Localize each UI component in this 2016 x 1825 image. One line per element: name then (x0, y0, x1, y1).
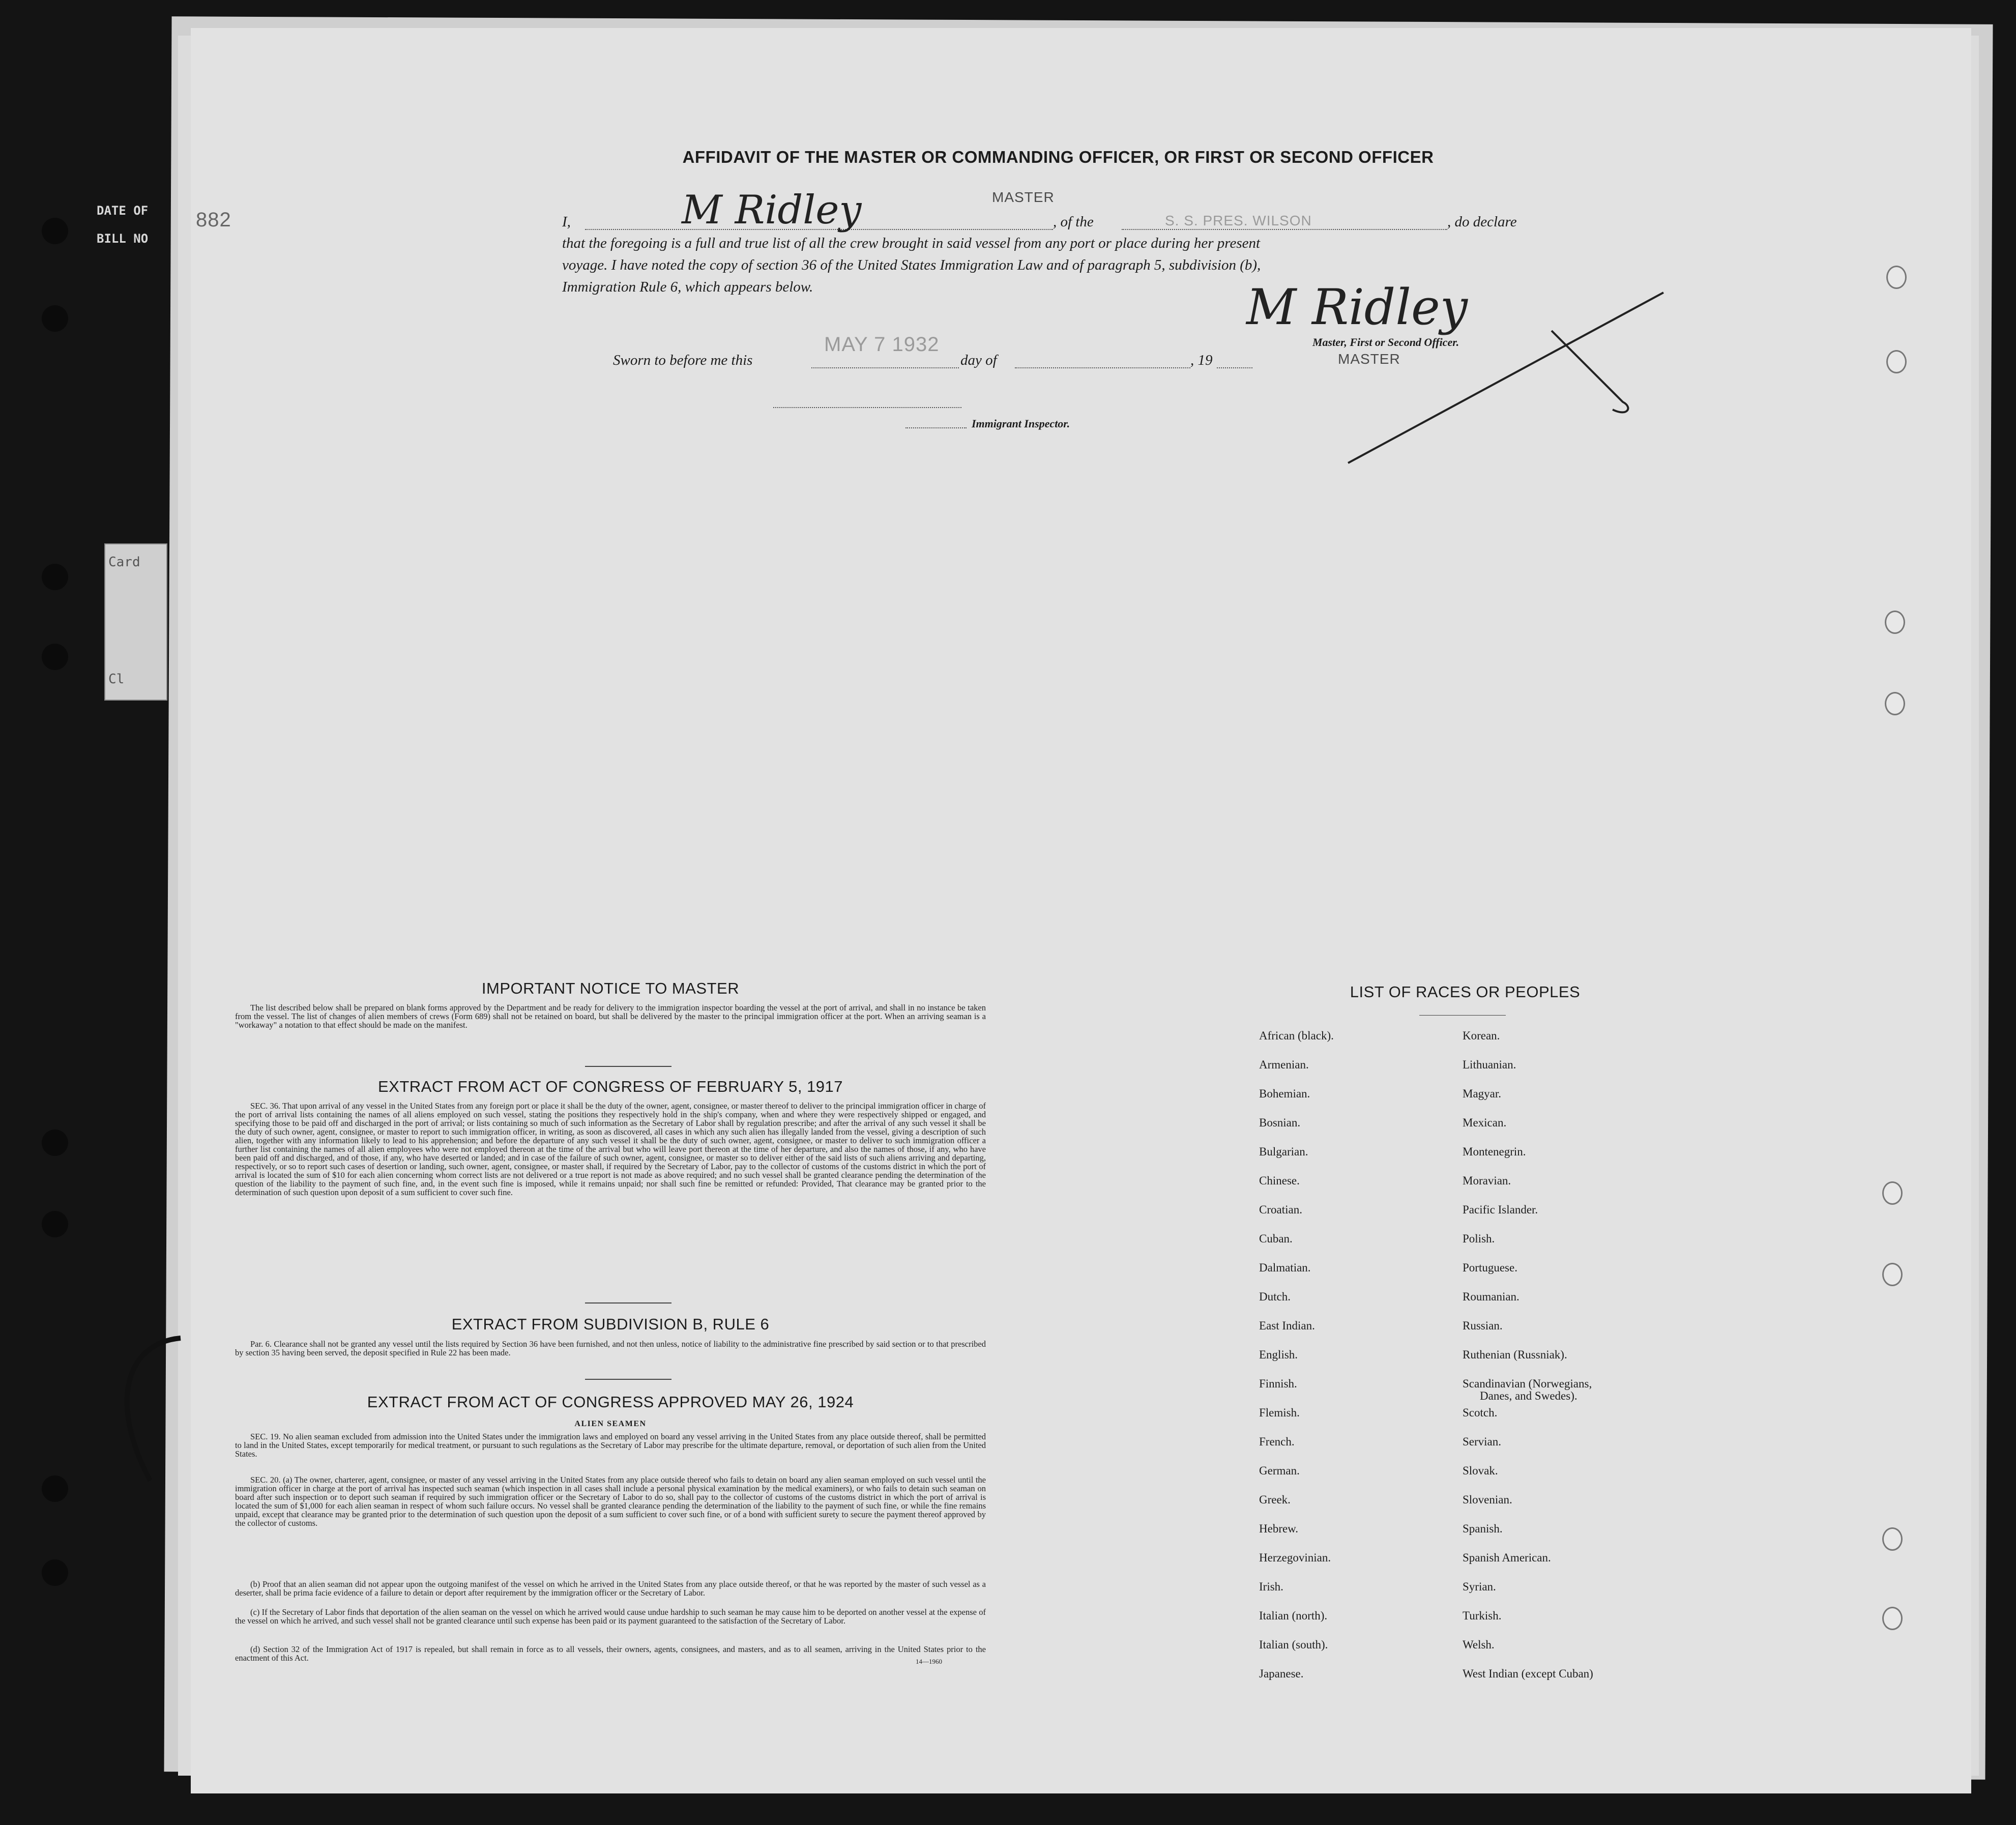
race-item: Finnish. (1259, 1377, 1297, 1390)
reinforcement-hole (1882, 1263, 1903, 1286)
extract-1924-sec19: SEC. 19. No alien seaman excluded from admission into the United States under the immigration laws and employed on board any vessel arriving in the United States from any place outside thereof, shall be permitted to land in the United States, except temporarily for medical treatment, or pursuant to such regulations as the Secretary of Labor may prescribe for the ultimate departure, removal, or deportation of such alien from the United States. (235, 1432, 986, 1459)
race-item: Greek. (1259, 1493, 1291, 1506)
vessel-name-stamp: S. S. PRES. WILSON (1165, 213, 1312, 228)
race-item: Spanish. (1463, 1522, 1503, 1535)
race-item: Italian (north). (1259, 1609, 1328, 1622)
year-blank (1217, 367, 1252, 368)
signature-flourish (1338, 285, 1669, 468)
reinforcement-hole (1882, 1527, 1903, 1551)
inspector-dash-line (905, 427, 967, 428)
race-item: Dutch. (1259, 1290, 1291, 1303)
race-item: East Indian. (1259, 1319, 1315, 1332)
affidavit-line-2: voyage. I have noted the copy of section 36 of the United States Immigration Law and of paragraph 5, subdivision (b), (562, 257, 1261, 273)
master-stamp: MASTER (992, 189, 1055, 205)
of-the-label: , of the (1053, 214, 1094, 230)
card-line: Cl (108, 672, 125, 687)
race-item: Bohemian. (1259, 1087, 1310, 1100)
extract-1924-sec20c: (c) If the Secretary of Labor finds that deportation of the alien seaman on the vessel on which he arrived would cause undue hardship to such seaman he may cause him to be deported on another vessel at the expense of the vessel on which he arrived, and such vessel shall not be granted clearance until such expense has been paid or its payment guaranteed to the satisfaction of the Secretary of Labor. (235, 1607, 986, 1626)
rule6-divider (585, 1379, 671, 1380)
race-item: Turkish. (1463, 1609, 1502, 1622)
affidavit-i-label: I, (562, 214, 571, 230)
signer-stamp: MASTER (1338, 351, 1400, 367)
date-stamp: MAY 7 1932 (824, 333, 940, 356)
race-item: Pacific Islander. (1463, 1203, 1538, 1216)
race-item: Ruthenian (Russniak). (1463, 1348, 1567, 1361)
race-item: English. (1259, 1348, 1298, 1361)
do-declare-label: , do declare (1447, 214, 1517, 230)
races-divider (1419, 1015, 1506, 1016)
inspector-sign-line (773, 407, 961, 408)
race-item: Syrian. (1463, 1580, 1496, 1593)
card-line: Card (108, 555, 140, 570)
signer-caption: Master, First or Second Officer. (1312, 336, 1459, 349)
reinforcement-hole (1886, 266, 1907, 289)
race-item: Dalmatian. (1259, 1261, 1311, 1274)
extract-1917-divider (585, 1302, 671, 1303)
extract-1917-title: EXTRACT FROM ACT OF CONGRESS OF FEBRUARY 5, 1917 (377, 1078, 843, 1095)
race-item: Servian. (1463, 1435, 1502, 1448)
binder-hole (42, 1211, 68, 1237)
race-item: Mexican. (1463, 1116, 1507, 1129)
race-item: Lithuanian. (1463, 1058, 1516, 1071)
race-item: Roumanian. (1463, 1290, 1520, 1303)
form-sheet (191, 28, 1971, 1793)
binder-hole (42, 644, 68, 670)
binder-label-bill: BILL NO (97, 231, 149, 246)
sworn-month-blank (1015, 367, 1190, 368)
sworn-label: Sworn to before me this (613, 352, 753, 368)
reinforcement-hole (1885, 692, 1905, 715)
binder-hole (42, 1129, 68, 1156)
rule6-title: EXTRACT FROM SUBDIVISION B, RULE 6 (451, 1315, 770, 1333)
race-item: Moravian. (1463, 1174, 1511, 1187)
race-item: German. (1259, 1464, 1300, 1477)
vessel-blank (1122, 229, 1447, 230)
binder-hole (42, 564, 68, 590)
race-item: Slovenian. (1463, 1493, 1512, 1506)
form-number: 14—1960 (916, 1658, 942, 1665)
race-item: Cuban. (1259, 1232, 1293, 1245)
sworn-day-blank (811, 367, 959, 368)
race-item: Slovak. (1463, 1464, 1498, 1477)
inspector-caption: Immigrant Inspector. (972, 417, 1070, 430)
reinforcement-hole (1882, 1181, 1903, 1205)
card-box (104, 543, 167, 701)
extract-1924-sec20a: SEC. 20. (a) The owner, charterer, agent, consignee, or master of any vessel arriving in the United States from any place outside thereof who fails to detain on board any alien seaman employed on such vessel until the immigration officer in charge at the port of arrival has inspected such seaman (which inspection in all cases shall include a personal physical examination by the medical examiners), or who fails to detain such seaman on board after such inspection or to deport such seaman if required by such immigration officer or the Secretary of Labor to do so, shall pay to the collector of customs of the customs district in which the port of arrival is located the sum of $1,000 for each alien seaman in respect of whom such failure occurs. No vessel shall be granted clearance pending the determination of the liability to the payment of such fine, or while the fine remains unpaid, except that clearance may be granted prior to the determination of such question upon the deposit of a sum sufficient to cover such fine, or of a bond with sufficient surety to secure the payment thereof approved by the collector of customs. (235, 1475, 986, 1528)
races-title: LIST OF RACES OR PEOPLES (1350, 983, 1581, 1001)
race-item: Polish. (1463, 1232, 1495, 1245)
notice-title: IMPORTANT NOTICE TO MASTER (481, 979, 740, 997)
alien-seamen-subtitle: ALIEN SEAMEN (574, 1420, 647, 1428)
race-item: West Indian (except Cuban) (1463, 1667, 1593, 1680)
race-item: Portuguese. (1463, 1261, 1517, 1274)
extract-1917-body: SEC. 36. That upon arrival of any vessel in the United States from any foreign port or place it shall be the duty of the owner, agent, consignee, or master thereof to deliver to the principal immigration officer in charge of the port of arrival lists containing the names of all aliens employed on such vessel, stating the positions they respectively hold in the ship's company, when and where they were respectively shipped or engaged, and specifying those to be paid off and discharged in the port of arrival; or lists containing so much of such information as the Secretary of Labor shall by regulation prescribe; and after the arrival of any such vessel it shall be the duty of such owner, agent, consignee, or master to report to such immigration officer, in writing, as soon as discovered, all cases in which any such alien has illegally landed from the vessel, giving a description of such alien, together with any information likely to lead to his apprehension; and before the departure of any such vessel it shall be the duty of such owner, agent, consignee, or master to deliver to such immigration officer a further list containing the names of all alien employees who were not employed thereon at the time of the arrival but who will leave port thereon at the time of her departure, and also the names of those, if any, who have been paid off and discharged, and of those, if any, who have deserted or landed; and in case of the failure of such owner, agent, consignee, or master so to deliver either of the said lists of such aliens arriving and departing, respectively, or so to report such cases of desertion or landing, such owner, agent, consignee, or master shall, if required by the Secretary of Labor, pay to the collector of customs of the customs district in which the port of arrival is located the sum of $10 for each alien concerning whom correct lists are not delivered or a true report is not made as above required; and no such vessel shall be granted clearance pending the determination of the question of the liability to the payment of such fine, and, in the event such fine is imposed, while it remains unpaid; nor shall such fine be remitted or refunded: Provided, That clearance may be granted prior to the determination of such question upon deposit of a sum sufficient to cover such fine. (235, 1101, 986, 1197)
binder-hole (42, 1475, 68, 1502)
race-item: Bulgarian. (1259, 1145, 1308, 1158)
race-item: Russian. (1463, 1319, 1503, 1332)
race-item: Irish. (1259, 1580, 1283, 1593)
bill-number: 882 (196, 209, 231, 231)
race-item: Scotch. (1463, 1406, 1498, 1419)
race-item: Croatian. (1259, 1203, 1302, 1216)
year-prefix-label: , 19 (1190, 352, 1213, 368)
reinforcement-hole (1886, 350, 1907, 373)
binder-hole (42, 305, 68, 332)
pen-mark (104, 1333, 186, 1486)
binder-label-date: DATE OF (97, 204, 149, 218)
race-item: Chinese. (1259, 1174, 1300, 1187)
race-item: Korean. (1463, 1029, 1500, 1042)
race-item-continued: Danes, and Swedes). (1480, 1389, 1577, 1402)
notice-body: The list described below shall be prepared on blank forms approved by the Department and be ready for delivery to the immigration inspector boarding the vessel at the port of arrival, and shall in no instance be taken from the vessel. The list of changes of alien members of crews (Form 689) shall not be retained on board, but shall be delivered by the master to the principal immigration officer at the port. When an arriving seaman is a "workaway" a notation to that effect should be made on the manifest. (235, 1003, 986, 1030)
race-item: Armenian. (1259, 1058, 1309, 1071)
reinforcement-hole (1882, 1607, 1903, 1630)
race-item: Hebrew. (1259, 1522, 1299, 1535)
race-item: African (black). (1259, 1029, 1334, 1042)
race-item: Italian (south). (1259, 1638, 1328, 1651)
extract-1924-sec20b: (b) Proof that an alien seaman did not appear upon the outgoing manifest of the vessel on which he arrived in the United States from any place outside thereof, or that he was reported by the master of such vessel as a deserter, shall be prima facie evidence of a failure to detain or deport after requirement by the immigration officer or the Secretary of Labor. (235, 1579, 986, 1598)
master-signature: M Ridley (1246, 279, 1468, 336)
extract-1924-sec20d: (d) Section 32 of the Immigration Act of 1917 is repealed, but shall remain in force as to all vessels, their owners, agents, consignees, and masters, and as to all seamen, arriving in the United States prior to the enactment of this Act. (235, 1644, 986, 1663)
race-item: Magyar. (1463, 1087, 1502, 1100)
binder-hole (42, 1559, 68, 1586)
race-item: Spanish American. (1463, 1551, 1551, 1564)
rule6-body: Par. 6. Clearance shall not be granted any vessel until the lists required by Section 36 have been furnished, and not then unless, notice of liability to the administrative fine prescribed by said section or to that prescribed by section 35 having been served, the deposit specified in Rule 22 has been made. (235, 1339, 986, 1357)
reinforcement-hole (1885, 611, 1905, 634)
race-item: Montenegrin. (1463, 1145, 1526, 1158)
race-item: Scandinavian (Norwegians, (1463, 1377, 1592, 1390)
race-item: Bosnian. (1259, 1116, 1301, 1129)
race-item: French. (1259, 1435, 1295, 1448)
extract-1924-title: EXTRACT FROM ACT OF CONGRESS APPROVED MAY 26, 1924 (367, 1393, 854, 1411)
affidavit-line-3: Immigration Rule 6, which appears below. (562, 279, 813, 295)
race-item: Japanese. (1259, 1667, 1304, 1680)
affidavit-line-1: that the foregoing is a full and true list of all the crew brought in said vessel from any port or place during her present (562, 235, 1261, 251)
binder-hole (42, 218, 68, 244)
master-name-handwritten: M Ridley (682, 187, 862, 233)
race-item: Welsh. (1463, 1638, 1495, 1651)
race-item: Herzegovinian. (1259, 1551, 1331, 1564)
race-item: Flemish. (1259, 1406, 1300, 1419)
notice-divider (585, 1066, 671, 1067)
affidavit-title: AFFIDAVIT OF THE MASTER OR COMMANDING OFFICER, OR FIRST OR SECOND OFFICER (682, 148, 1434, 166)
day-of-label: day of (960, 352, 997, 368)
